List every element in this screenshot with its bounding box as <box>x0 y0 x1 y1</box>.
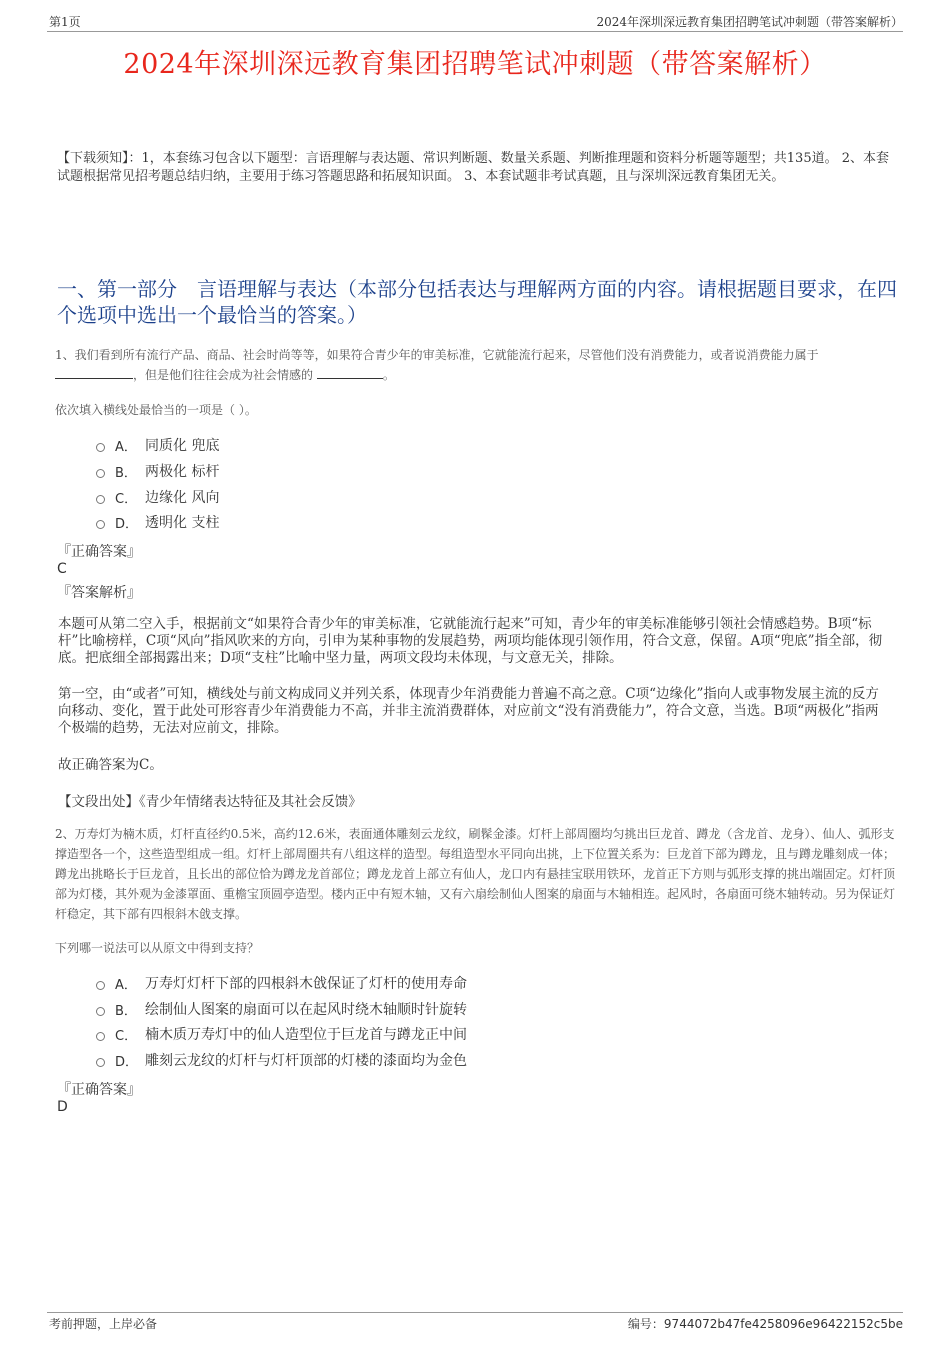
question-2-stem: 2、万寿灯为楠木质，灯杆直径约0.5米，高约12.6米，表面通体雕刻云龙纹，刷髹金漆。灯杆上部周圈均匀挑出巨龙首、蹲龙（含龙首、龙身）、仙人、弧形支撑造型各一个，这些造型组成一组。灯杆上部周圈共有八组这样的造型。每组造型水平同向出挑，上下位置关系为：巨龙首下部为蹲龙，且与蹲龙雕刻成一体；蹲龙出挑略长于巨龙首，且长出的部位恰为蹲龙龙首部位；蹲龙龙首上部立有仙人，龙口内有悬挂宝联用铁环，龙首正下方则与弧形支撑的挑出端固定。灯杆顶部为灯楼，其外观为金漆罩面、重檐宝顶圆亭造型。楼内正中有短木轴，又有六扇绘制仙人图案的扇面与木轴相连。起风时，各扇面可绕木轴转动。另为保证灯杆稳定，其下部有四根斜木戗支撑。 <box>55 827 896 921</box>
option-text: 绘制仙人图案的扇面可以在起风时绕木轴顺时针旋转 <box>145 1002 467 1018</box>
radio-icon[interactable] <box>96 1007 105 1016</box>
option-letter: D． <box>115 516 139 532</box>
question-1-text-b: ，但是他们往往会成为社会情感的 <box>133 368 314 382</box>
question-1-answer: C <box>57 561 67 577</box>
option-letter: B． <box>115 1003 137 1019</box>
question-1-analysis-conclusion: 故正确答案为C。 <box>58 757 163 773</box>
question-1-stem <box>55 345 900 385</box>
question-1-source: 【文段出处】《青少年情绪表达特征及其社会反馈》 <box>58 794 362 810</box>
option-text: 透明化 支柱 <box>145 515 220 531</box>
option-letter: B． <box>115 465 137 481</box>
question-1-option-c[interactable] <box>96 487 219 507</box>
question-1-text-a: 1、我们看到所有流行产品、商品、社会时尚等等，如果符合青少年的审美标准，它就能流行起来，尽管他们没有消费能力，或者说消费能力属于 <box>55 348 819 362</box>
option-letter: D． <box>115 1054 139 1070</box>
option-text: 同质化 兜底 <box>145 438 220 454</box>
option-text: 万寿灯灯杆下部的四根斜木戗保证了灯杆的使用寿命 <box>145 976 467 992</box>
question-1-option-b[interactable] <box>96 461 219 481</box>
radio-icon[interactable] <box>96 1058 105 1067</box>
header-doc-title: 2024年深圳深远教育集团招聘笔试冲刺题（带答案解析） <box>596 15 903 29</box>
question-1-answer-label: 『正确答案』 <box>57 544 141 560</box>
option-letter: C． <box>115 1028 138 1044</box>
question-2-prompt: 下列哪一说法可以从原文中得到支持？ <box>55 941 260 955</box>
footer-slogan: 考前押题，上岸必备 <box>49 1317 158 1331</box>
question-1-option-a[interactable] <box>96 435 219 455</box>
radio-icon[interactable] <box>96 495 105 504</box>
question-2-answer-label: 『正确答案』 <box>57 1082 141 1098</box>
question-2-option-a[interactable] <box>96 973 467 993</box>
question-1-prompt: 依次填入横线处最恰当的一项是（ ）。 <box>55 403 257 417</box>
question-1-analysis-paragraph-1: 本题可从第二空入手，根据前文“如果符合青少年的审美标准，它就能流行起来”可知，青少年的审美标准能够引领社会情感趋势。B项“标杆”比喻榜样，C项“风向”指风吹来的方向，引申为某种事物的发展趋势，两项均能体现引领作用，符合文意，保留。A项“兜底”指全部，彻底。把底细全部揭露出来；D项“支柱”比喻中坚力量，两项文段均未体现，与文意无关，排除。 <box>58 616 883 666</box>
radio-icon[interactable] <box>96 443 105 452</box>
option-letter: C． <box>115 491 138 507</box>
header-divider <box>47 31 903 32</box>
question-1-analysis-label: 『答案解析』 <box>57 585 141 601</box>
option-text: 两极化 标杆 <box>145 464 220 480</box>
page-number: 第1页 <box>49 15 81 29</box>
question-2-option-c[interactable] <box>96 1024 467 1044</box>
radio-icon[interactable] <box>96 469 105 478</box>
question-1-blank-1 <box>55 366 133 379</box>
question-2-answer: D <box>57 1099 68 1115</box>
question-1-analysis-paragraph-2: 第一空，由“或者”可知，横线处与前文构成同义并列关系，体现青少年消费能力普遍不高之意。C项“边缘化”指向人或事物发展主流的反方向移动、变化，置于此处可形容青少年消费能力不高，并非主流消费群体，对应前文“没有消费能力”，符合文意，当选。B项“两极化”指两个极端的趋势，无法对应前文，排除。 <box>58 686 879 736</box>
footer-code: 9744072b47fe4258096e96422152c5be <box>663 1317 903 1331</box>
download-notice: 【下载须知】：1，本套练习包含以下题型：言语理解与表达题、常识判断题、数量关系题、判断推理题和资料分析题等题型；共135道。 2、本套试题根据常见招考题总结归纳，主要用于练习答题思路和拓展知识面。 3、本套试题非考试真题，且与深圳深远教育集团无关。 <box>57 151 889 184</box>
page-title: 2024年深圳深远教育集团招聘笔试冲刺题（带答案解析） <box>123 49 827 80</box>
question-1-text-c: 。 <box>382 368 395 382</box>
question-1-option-d[interactable] <box>96 512 219 532</box>
option-text: 边缘化 风向 <box>145 490 220 506</box>
footer-doc-id <box>628 1315 903 1332</box>
radio-icon[interactable] <box>96 981 105 990</box>
footer-divider <box>47 1312 903 1313</box>
section-title: 一、第一部分 言语理解与表达（本部分包括表达与理解两方面的内容。请根据题目要求，在四个选项中选出一个最恰当的答案。） <box>57 277 897 327</box>
question-2-option-d[interactable] <box>96 1050 467 1070</box>
radio-icon[interactable] <box>96 520 105 529</box>
option-letter: A． <box>115 439 137 455</box>
footer-code-label: 编号： <box>627 1317 664 1331</box>
question-1-blank-2 <box>317 366 383 379</box>
question-2-option-b[interactable] <box>96 999 467 1019</box>
option-text: 雕刻云龙纹的灯杆与灯杆顶部的灯楼的漆面均为金色 <box>145 1053 467 1069</box>
option-letter: A． <box>115 977 137 993</box>
option-text: 楠木质万寿灯中的仙人造型位于巨龙首与蹲龙正中间 <box>145 1027 467 1043</box>
radio-icon[interactable] <box>96 1032 105 1041</box>
